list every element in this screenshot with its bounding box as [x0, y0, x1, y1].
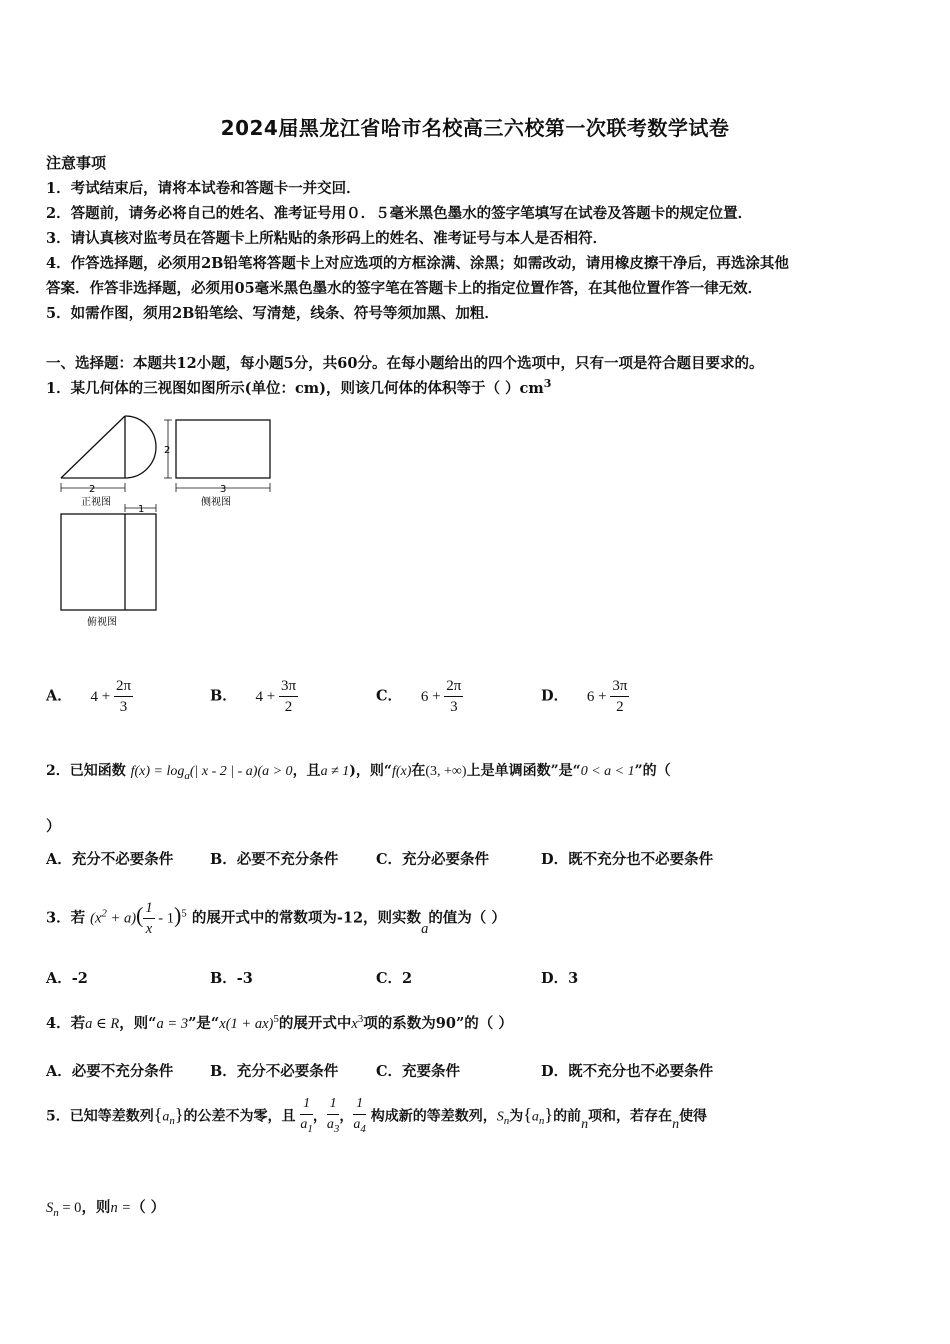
- side-view-label: 侧视图: [201, 497, 231, 508]
- question-4-option-a[interactable]: A．必要不充分条件: [46, 1063, 174, 1080]
- page-title: 2024届黑龙江省哈市名校高三六校第一次联考数学试卷: [220, 116, 730, 140]
- note-item: 5．如需作图，须用2B铅笔绘、写清楚，线条、符号等须加黑、加粗．: [46, 305, 499, 322]
- question-1-option-c[interactable]: C． 6 + $\frac{2\pi}{3}$: [376, 678, 462, 715]
- question-5-text: 5．已知等差数列$\{a_n\}$的公差不为零，且 $\frac{1}{a_1}$ ， $\frac{1}{a_3}$ ， $\frac{1}{a_4}$ 构成新的等差数列，$S_n$为$\{a_n\}$的前n项和，若存在n使得: [46, 1096, 708, 1135]
- question-3-option-c[interactable]: C．2: [376, 970, 413, 987]
- dim-label: 2: [89, 484, 96, 495]
- question-1-option-b[interactable]: B． 4 + $\frac{3\pi}{2}$: [210, 678, 297, 715]
- dim-label: 2: [164, 445, 171, 456]
- note-item: 2．答题前，请务必将自己的姓名、准考证号用０．５毫米黑色墨水的签字笔填写在试卷及答题卡的规定位置．: [46, 205, 753, 222]
- question-4-text: 4．若a ∈ R，则“a = 3”是“x(1 + ax)$^5$的展开式中$x^3$项的系数为90”的（ ）: [46, 1013, 513, 1032]
- question-3-option-d[interactable]: D．3: [541, 970, 579, 987]
- question-3-option-b[interactable]: B．-3: [210, 970, 253, 987]
- note-item: 3．请认真核对监考员在答题卡上所粘贴的条形码上的姓名、准考证号与本人是否相符．: [46, 230, 608, 247]
- question-2-text: 2．已知函数 $f(x) = \log_a(|$ x - 2 | - a)(a > 0，且a ≠ 1)，则“f(x)在(3, +∞)上是单调函数”是“0 < a < 1”的（: [46, 763, 671, 782]
- three-view-figure: [55, 412, 285, 634]
- question-2-option-a[interactable]: A．充分不必要条件: [46, 851, 174, 868]
- front-view: [61, 416, 156, 478]
- question-4-option-d[interactable]: D．既不充分也不必要条件: [541, 1063, 714, 1080]
- question-3-text: 3．若 $(x^2 + a)$( $\frac{1}{x}$ - 1)$^5$ 的展开式中的常数项为-12，则实数a的值为（ ）: [46, 900, 506, 937]
- section-heading: 一、选择题：本题共12小题，每小题5分，共60分。在每小题给出的四个选项中，只有一项是符合题目要求的。: [46, 355, 764, 372]
- question-3-option-a[interactable]: A．-2: [46, 970, 88, 987]
- question-2-option-c[interactable]: C．充分必要条件: [376, 851, 490, 868]
- question-1-option-d[interactable]: D． 6 + $\frac{3\pi}{2}$: [541, 678, 628, 715]
- notes-heading: 注意事项: [46, 154, 107, 172]
- front-view-label: 正视图: [81, 497, 111, 508]
- question-4-option-b[interactable]: B．充分不必要条件: [210, 1063, 339, 1080]
- dim-label: 1: [138, 504, 145, 515]
- note-item: 答案．作答非选择题，必须用05毫米黑色墨水的签字笔在答题卡上的指定位置作答，在其他位置作答一律无效．: [46, 280, 763, 297]
- question-1-text: 1．某几何体的三视图如图所示(单位：cm)，则该几何体的体积等于（ ）$cm^3$: [46, 377, 552, 397]
- question-5-text-line2: $S_n = 0$，则n =（ ）: [46, 1199, 166, 1219]
- question-2-close: ）: [46, 818, 61, 835]
- top-view-label: 俯视图: [87, 617, 117, 628]
- top-view: [61, 514, 156, 610]
- question-2-option-b[interactable]: B．必要不充分条件: [210, 851, 339, 868]
- question-4-option-c[interactable]: C．充要条件: [376, 1063, 461, 1080]
- question-2-option-d[interactable]: D．既不充分也不必要条件: [541, 851, 714, 868]
- side-view: [176, 420, 270, 478]
- dim-label: 3: [220, 484, 227, 495]
- question-1-option-a[interactable]: A． 4 + $\frac{2\pi}{3}$: [46, 678, 132, 715]
- note-item: 4．作答选择题，必须用2B铅笔将答题卡上对应选项的方框涂满、涂黑；如需改动，请用橡皮擦干净后，再选涂其他: [46, 255, 789, 272]
- note-item: 1．考试结束后，请将本试卷和答题卡一并交回．: [46, 180, 361, 197]
